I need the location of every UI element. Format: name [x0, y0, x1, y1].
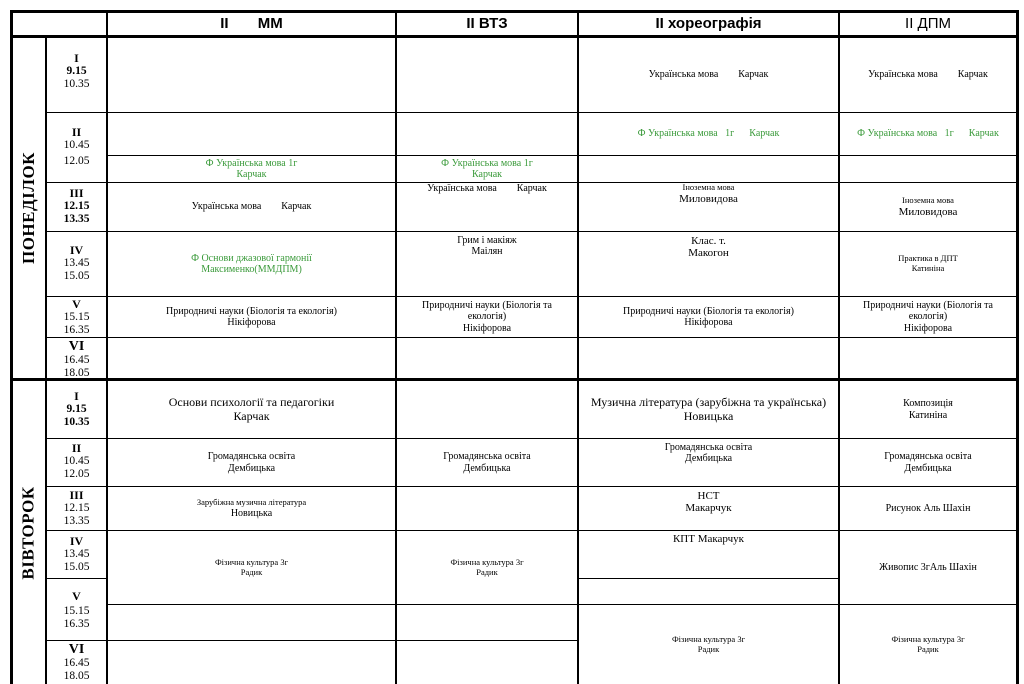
tue-row-line-4-left — [47, 578, 107, 579]
tue-dpm-p4 — [840, 531, 1016, 604]
tue-choreo-p4 — [579, 531, 838, 547]
mon-choreo-p1 — [579, 38, 838, 112]
mon-choreo-p2 — [579, 113, 838, 155]
mon-period-3: III 12.15 13.35 — [63, 186, 90, 225]
mon-choreo-p1-text: Українська мова Карчак — [648, 69, 769, 81]
mon-mm-p3-text: Українська мова Карчак — [191, 201, 312, 213]
tue-period-4: IV 13.45 15.05 — [63, 534, 90, 573]
tue-period-2: II 10.45 12.05 — [63, 441, 90, 480]
mon-period-4: IV 13.45 15.05 — [63, 243, 90, 282]
mon-vtz-p2b: Ф Українська мова 1г Карчак — [441, 157, 533, 180]
mon-dpm-p5: Природничі науки (Біологія та екологія) Нікіфорова — [863, 300, 993, 334]
tue-vtz-p4: Фізична культура 3г Радик — [450, 556, 524, 577]
header-choreo: II хореографія — [655, 14, 762, 32]
mon-dpm-p3: Іноземна мова Миловидова — [898, 195, 958, 218]
tue-dpm-p3-text: Рисунок Аль Шахін — [885, 502, 971, 514]
day-tuesday — [13, 381, 45, 684]
mon-mm-p5: Природничі науки (Біологія та екологія) Нікіфорова — [166, 305, 337, 328]
mon-dpm-p1-text: Українська мова Карчак — [868, 69, 988, 81]
mon-vtz-p3-text: Українська мова Карчак — [427, 183, 547, 194]
border-right — [1016, 10, 1019, 684]
mon-dpm-p1 — [840, 38, 1016, 112]
mon-dpm-p2 — [840, 113, 1016, 155]
mon-choreo-p5: Природничі науки (Біологія та екологія) Нікіфорова — [623, 305, 794, 328]
header-vtz: II ВТЗ — [466, 14, 508, 32]
tue-mm-p2: Громадянська освіта Дембицька — [207, 451, 296, 474]
mon-vtz-p5: Природничі науки (Біологія та екологія) Нікіфорова — [422, 300, 552, 334]
mon-choreo-p4: Клас. т. Макогон — [688, 234, 729, 259]
tue-dpm-p5: Фізична культура 3г Радик — [891, 633, 965, 654]
header-dpm: II ДПМ — [905, 14, 951, 32]
mon-mm-p2b: Ф Українська мова 1г Карчак — [205, 157, 298, 180]
tue-mm-p3: Зарубіжна музична література Новицька — [196, 497, 307, 519]
day-tuesday-label: ВІВТОРОК — [19, 485, 38, 580]
mon-period-2: II 10.45 12.05 — [63, 125, 90, 167]
mon-choreo-p3: Іноземна мова Миловидова — [679, 182, 738, 205]
tue-dpm-p2: Громадянська освіта Дембицька — [884, 451, 972, 474]
mon-vtz-p3 — [397, 183, 577, 197]
mon-choreo-p2-text: Ф Українська мова 1г Карчак — [637, 128, 780, 140]
day-monday — [13, 38, 45, 378]
tue-period-1: I 9.15 10.35 — [63, 389, 90, 428]
tue-period-6: VI 16.45 18.05 — [63, 642, 90, 683]
tue-period-5: V 15.15 16.35 — [63, 589, 90, 630]
mon-vtz-p4: Грим і макіяж Маілян — [457, 234, 517, 257]
tue-choreo-p2: Громадянська освіта Дембицька — [664, 441, 753, 464]
mon-mm-p4: Ф Основи джазової гармонії Максименко(ММДПМ) — [191, 252, 312, 275]
tue-dpm-p3 — [840, 487, 1016, 530]
tue-row-line-5 — [47, 640, 578, 641]
day-monday-label: ПОНЕДІЛОК — [19, 151, 39, 265]
tue-period-3: III 12.15 13.35 — [63, 488, 90, 527]
tue-dpm-p1: Композиція Катиніна — [903, 398, 953, 421]
mon-dpm-p4: Практика в ДПТ Катиніна — [898, 253, 958, 273]
tue-dpm-p4-text: Живопис 3гАль Шахін — [879, 561, 977, 573]
mon-period-1: I 9.15 10.35 — [63, 51, 90, 90]
tue-choreo-p1: Музична література (зарубіжна та українська) Новицька — [590, 395, 827, 423]
tue-row-line-choreo-4a — [579, 578, 838, 579]
tue-choreo-p3: НСТ Макарчук — [685, 489, 732, 514]
mon-row-line-5 — [47, 337, 1016, 338]
header-mm: II ММ — [220, 14, 283, 32]
mon-dpm-p2-text: Ф Українська мова 1г Карчак — [857, 128, 999, 140]
tue-vtz-p2: Громадянська освіта Дембицька — [443, 451, 531, 474]
tue-mm-p4: Фізична культура 3г Радик — [214, 556, 289, 577]
mon-period-6: VI 16.45 18.05 — [63, 339, 90, 380]
mon-period-5: V 15.15 16.35 — [63, 297, 90, 336]
mon-mm-p3 — [108, 183, 395, 231]
tue-choreo-p5: Фізична культура 3г Радик — [671, 633, 746, 654]
tue-mm-p1: Основи психології та педагогіки Карчак — [168, 395, 335, 423]
tue-choreo-p4-text: КПТ Макарчук — [672, 532, 745, 545]
